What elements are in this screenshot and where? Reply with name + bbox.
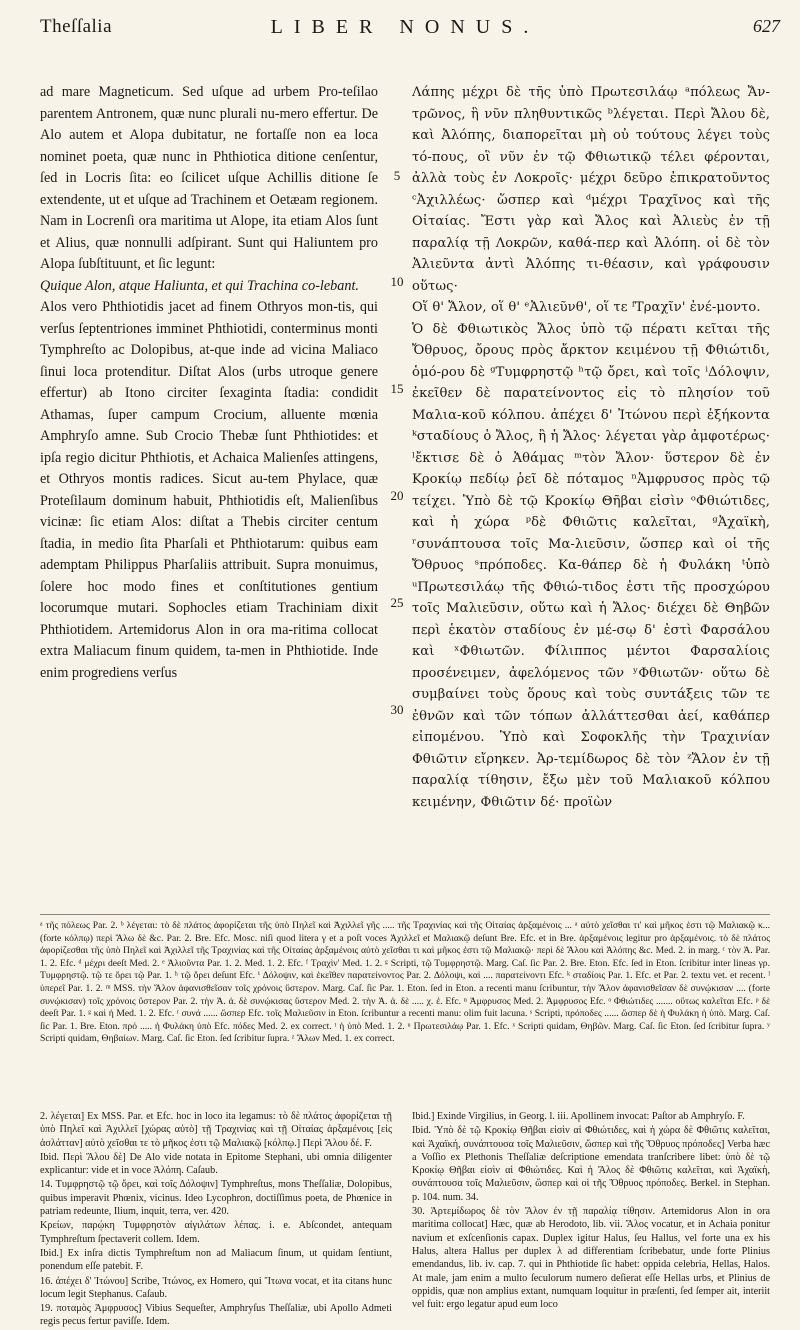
greek-column: [412, 82, 770, 813]
commentary-note: 30. Ἀρτεμίδωρος δὲ τὸν Ἄλον ἐν τῇ παραλίᾳ τίθησιν. Artemidorus Alon in ora maritima collocat] Hæc, quæ ab Herodoto, lib. vii. Ἄλος vocatur, et in Achaia ponitur navium et exſcenſionis capax. Duplex igitur Halus, ſeu Hallus, vel forte una ex his Halus, altera Hallus per duplex λ ad differentiam ſcribebatur, unde forte Plinius emendandus, lib. iv. cap. 7. qui in Phthiotide ſic habet: oppida celebria, Hellas, Halos. At male, jam enim a multo ſeculorum numero deſierat eſſe Hellas urbs, et Plinius de oppidis, quæ non amplius extant, numquam loquitur in præſenti, ſed ſemper ait, interiit vel fuit: ergo legatur apud eum loco: [412, 1206, 770, 1311]
line-number: 15: [390, 381, 404, 396]
line-number: 25: [390, 595, 404, 610]
running-header: [40, 16, 780, 44]
commentary-note: 14. Τυμφρηστῷ τῷ ὄρει, καὶ τοῖς Δόλοψιν] Tymphreſtus, mons Theſſaliæ, Dolopibus, quibus imperavit Phœnix, vicinus. Ideo Lycophron, doctiſſimus poeta, de Phœnice in patriam redeunte, Ilium, inquit, terra, ver. 420.: [40, 1179, 392, 1218]
commentary-note: 16. ἀπέχει δ' Ἰτώνου] Scribe, Ἰτώνος, ex Homero, qui Ἴτωνα vocat, et ita citans hunc locum legit Stephanus. Caſaub.: [40, 1275, 392, 1300]
latin-column: [40, 82, 378, 684]
line-number: 20: [390, 488, 404, 503]
commentary-note: Ibid.] Ex inſra dictis Tymphreſtum non ad Maliacum ſinum, ut quidam ſentiunt, ponendum eſſe patebit. F.: [40, 1247, 392, 1273]
commentary-right-column: [412, 1110, 770, 1312]
header-region: Theſſalia: [40, 16, 113, 37]
latin-paragraph-1: ad mare Magneticum. Sed uſque ad urbem Pro-teſilao parentem Antronem, quæ nunc plurali nu-mero effertur. De Alo autem et Alopa dubitatur, ne fortaſſe non ea loca nominet poeta, quæ nunc in Phthiotica ditione cenſentur, ſed in Locris ſita: eo ſcilicet uſque Achillis ditione ſe extendente, ut et uſque ad Trachinem et Oetæam regionem. Nam in Locrenſi ora maritima ut Alope, ita etiam Alos ſunt et Alius, quæ nonnulli adſpirant. Sunt qui Haliuntem pro Alopa ſubſtituunt, et ſic legunt:: [40, 84, 378, 272]
latin-paragraph-2: Alos vero Phthiotidis jacet ad finem Othryos mon-tis, qui verſus ſeptentriones imminet Phthiotidi, conterminus monti Tymphreſto ac Dolopibus, at-que inde ad vicina Maliaco ſinui loca protenditur. Diſtat Alos (urbs utroque genere effertur) ab Itono circiter ſexaginta ſtadia: condidit Athamas, ſuper campum Crocium, alluente mœnia Amphryſo amne. Sub Crocio Thebæ ſunt Phthiotides: et ipſa regio dicitur Phthiotis, et Achaica Malienſes attingens, et Othryos montis radices. Sicut au-tem Phylace, quæ Proteſilaum dominum habuit, Phthiotidis eſt, Malienſibus vicinæ: ſic etiam Alos: diſtat a Thebis circiter centum ſtadia, in medio ſita Pharſali et Phthiotarum: quibus eam ademptam Philippus Pharſaliis attribuit. Supra monuimus, ſolere hoc modo fines et conſtitutiones gentium locorumque mutari. Sophocles etiam Trachiniam dixit Phthiotidem. Artemidorus Alon in ora ma-ritima collocat extra Maliacum finum quidem, ta-men in Phthiotide. Inde enim progrediens verſus: [40, 299, 378, 681]
commentary-left-column: [40, 1110, 392, 1330]
footnote-rule: [40, 914, 770, 915]
commentary-note: 2. λέγεται] Ex MSS. Par. et Efc. hoc in loco ita legamus: τὸ δὲ πλάτος ἀφορίζεται τῇ ὑπὸ Πηλεῖ καὶ Ἀχιλλεῖ [χώρας αὐτὸ] τῇ Τραχινίας καὶ τῇ Οἰταίας ἀρξαμένοις [εἰς ἀσλάτταν] αὐτὸ χεῖσθαι τε τὸ μῆκος ἐστι τῷ Μαλιακῷ [κόλπῳ.] Περὶ Ἄλου δέ. F.: [40, 1111, 392, 1149]
commentary-note: Ibid. Περὶ Ἄλου δὲ] De Alo vide notata in Epitome Stephani, ubi omnia diligenter explicantur: vide et in voce Ἀλόπη. Caſaub.: [40, 1151, 392, 1177]
line-number: 5: [393, 168, 401, 183]
commentary-note: Κρείων, παρῴκη Τυμφρηστὸν αἰγιλάτων λέπας. i. e. Abſcondet, antequam Tymphreſtum ſpectaverit collem. Idem.: [40, 1220, 392, 1245]
commentary-note: 19. ποταμὸς Ἀμφρυσος] Vibius Sequeſter, Amphryſus Theſſaliæ, ubi Apollo Admeti regis pecus fertur paviſſe. Idem.: [40, 1303, 392, 1328]
critical-apparatus: ᵃ τῆς πόλεως Par. 2. ᵇ λέγεται: τὸ δὲ πλάτος ἀφορίζεται τῆς ὑπὸ Πηλεῖ καὶ Ἀχιλλεῖ γῆς ..... τῆς Τραχινίας καὶ τῆς Οἰταίας ἀρξαμένοις ... ᵃ αὐτὸ χεῖσθαι τι' καὶ μῆκος ἐστι τῷ Μαλιακῷ κ... (forte κόλπῳ) περὶ Ἄλω δὲ &c. Par. 2. Bre. Efc. Mosc. niſi quod litera γ et a poſt voces Ἀχιλλεῖ et Μαλιακῷ deſunt Bre. Efc. et in Bre. ἀρξαμένοις legitur pro ἀρξαμένοις. τὸ δὲ πλάτος ἀφορίζεσθαι τῆς ὑπὸ Πηλεῖ καὶ Ἀχιλλεῖ τῆς Τραχινίας καὶ τῆς Οἰταίας ἀρξαμένοις αὐτὸ χεῖσθαι τι καὶ μῆκος ἐστι τῷ Μαλιακῷ· περὶ δὲ Ἄλου καὶ Ἀλόπης &c. Med. 2. in marg. ᶜ τὸν Ἀ. Par. 1. 2. Efc. ᵈ μέχρι deeſt Med. 2. ᵉ Ἀλιοῦντα Par. 1. 2. Med. 1. 2. Efc. ᶠ Τραχὶν' Med. 1. 2. ᵍ Scripti, τῷ Τυμφρηστῷ. Marg. Caſ. ſic Par. 2. Bre. Eton. Efc. ſed in Eton. ſcribitur inter lineas γρ. Τυμφρηστῷ. τῷ τε ὄρει τῷ Par. 1. ʰ τῷ ὄρει deſunt Efc. ⁱ Δόλοψιν, καὶ ἐκεῖθεν παρατείνοντος Par. 2. Δόλοψι, καὶ .... παρατείνοντι Efc. ᵏ σταδίοις Par. 1. Efc. et Par. 2. textu vet. et recent. ˡ ὑπερεῖ Par. 1. 2. ᵐ MSS. τὴν Ἄλον ἀφανισθεῖσαν τοῖς χρόνοις ὕστερον. Marg. Caſ. ſic Par. 1. Eton. ſed in Eton. a recenti manu ſcribuntur, τὴν Ἄλον ἀφανισθεῖσαν δὲ συνῴκισαν .... (forte συνῴκισαν) τοῖς χρόνοις ὕστερον Par. 2. τὴν Ἀ. ἀ. δὲ συνῴκισας ὕστερον Med. 2. τὴν Ἀ. ἀ. δὲ ..... χ. ἐ. Efc. ⁿ Ἀμφρυσος Med. 2. Ἀμφρυσος Efc. ᵒ Φθιώτιδες ....... οὕτως καλεῖται Efc. ᵖ δὲ deeſt Par. 1. ᵍ καὶ ἡ Med. 1. 2. Efc. ʳ συνά ...... ὥσπερ Efc. τοῖς Μαλιεῦσιν in Eton. ſcribuntur a recenti manu: olim fuit lacuna. ˢ Scripti, πρόποδες ...... ὥσπερ δὲ ἡ Φυλάκη ἡ ὑπὸ. Marg. Caſ. ſic Par. 1. Bre. Eton. πρό ..... ἡ Φυλάκη ὑπὸ Efc. πόδες Med. 2. ex correct. ᵗ ἡ ὑπὸ Med. 1. 2. ᵘ Πρωτεσιλάῳ Par. 1. Efc. ˣ Scripti quidam, Θηβῶν. Marg. Caſ. ſic Eton. ſed ſcribitur ſupra. ʸ Scripti quidam, Θηβαίων. Marg. Caſ. ſic Eton. ſed ſcribitur ſupra. ᶻ Ἄλων Med. 1. ex correct.: [40, 920, 770, 1045]
header-book-title: LIBER NONUS.: [270, 16, 540, 38]
greek-paragraph-2: Ὁ δὲ Φθιωτικὸς Ἄλος ὑπὸ τῷ πέρατι κεῖται τῆς Ὄθρυος, ὄρους πρὸς ἄρκτον κειμένου τῇ Φθιώτιδι, ὁμό-ρου δὲ ᵍΤυμφρηστῷ ʰτῷ ὄρει, καὶ τοῖς ⁱΔόλοψιν, ἐκεῖθεν δὲ παρατείνοντος εἰς τὸ πλησίον τοῦ Μαλια-κοῦ κόλπου. ἀπέχει δ' Ἰτώνου περὶ ἑξήκοντα ᵏσταδίους ὁ Ἄλος, ἢ ἡ Ἄλος· λέγεται γὰρ ἀμφοτέρως· ˡἔκτισε δὲ ὁ Ἀθάμας ᵐτὸν Ἄλον· ὕστερον δὲ ἐν Κροκίῳ πεδίῳ ῥεῖ δὲ πόταμος ⁿἈμφρυσος πρὸς τῷ τείχει. Ὑπὸ δὲ τῷ Κροκίῳ Θῆβαι εἰσὶν ᵒΦθιώτιδες, καὶ ἡ χώρα ᵖδὲ Φθιῶτις καλεῖται, ᵍἈχαϊκὴ, ʳσυνάπτουσα τοῖς Μα-λιεῦσιν, ὥσπερ καὶ οἱ τῆς Ὄθρυος ˢπρόποδες. Κα-θάπερ δὲ ἡ Φυλάκη ᵗὑπὸ ᵘΠρωτεσιλάῳ τῆς Φθιώ-τιδος ἐστι τῆς προσχώρου τοῖς Μαλιεῦσιν, οὕτω καὶ ἡ Ἄλος· διέχει δὲ Θηβῶν περὶ ἑκατὸν σταδίους ἐν μέ-σῳ δ' ἐστὶ Φαρσάλου καὶ ˣΦθιωτῶν. Φίλιππος μέντοι Φαρσαλίοις προσένειμεν, ἀφελόμενος τῶν ʸΦθιωτῶν· οὕτω δὲ συμβαίνει τοὺς ὅρους καὶ τοὺς συντάξεις τῶν τε ἐθνῶν καὶ τῶν τόπων ἀλλάττεσθαι ἀεί, καθάπερ εἰπομένου. Ὑπὸ καὶ Σοφοκλῆς τὴν Τραχινίαν Φθιῶτιν εἴρηκεν. Ἀρ-τεμίδωρος δὲ τὸν ᶻἌλον ἐν τῇ παραλίᾳ τίθησιν, ἔξω μὲν τοῦ Μαλιακοῦ κόλπου κειμένην, Φθιῶτιν δέ· προϊὼν: [412, 321, 770, 810]
greek-verse: Οἵ θ' Ἄλον, οἵ θ' ᵉἈλιεῦνθ', οἵ τε ᶠΤραχῖν' ἐνέ-μοντο.: [412, 300, 761, 315]
commentary-note: Ibid.] Exinde Virgilius, in Georg. l. iii. Apollinem invocat: Paſtor ab Amphryſo. F.: [412, 1111, 745, 1122]
commentary-note: Ibid. Ὑπὸ δὲ τῷ Κροκίῳ Θῆβαι εἰσὶν αἱ Φθιώτιδες, καὶ ἡ χώρα δὲ Φθιῶτις καλεῖται, καὶ Ἀχαϊκή, συνάπτουσα τοῖς Μαλιεῦσιν, ὥσπερ καὶ τῆς Ὄθρυος πρόποδες] Verba hæc a Voſſio ex Plethonis Theſſaliæ deſcriptione emendata tranſcribere libet: ὑπὸ δὲ τῷ Κροκίῳ Θῆβαι εἰσὶν αἱ Φθιώτιδες. Καὶ ἡ Ἄλος δὲ Φθιῶτις καλεῖται, καὶ Ἀχαϊκὴ, συνάπτουσα τοῖς Μαλιεῦσιν, ὥσπερ καὶ οἱ τῆς Ὄθρυος πρόποδες. Berkel. in Stephan. p. 104. num. 34.: [412, 1125, 770, 1203]
page-number: 627: [753, 16, 780, 36]
latin-verse: Quique Alon, atque Haliunta, et qui Trachina co-lebant.: [40, 277, 359, 294]
greek-paragraph-1: Λάπης μέχρι δὲ τῆς ὑπὸ Πρωτεσιλάῳ ᵃπόλεως Ἄν-τρῶνος, ἣ νῦν πληθυντικῶς ᵇλέγεται. Περὶ Ἄλου δὲ, καὶ Ἀλόπης, διαπορεῖται μὴ οὐ τούτους λέγει τοὺς τό-πους, οἳ νῦν ἐν τῷ Φθιωτικῷ τέλει φέρονται, ἀλλὰ τοὺς ἐν Λοκροῖς· μέχρι δεῦρο ἐπικρατοῦντος ᶜἈχιλλέως· ὥσπερ καὶ ᵈμέχρι Τραχῖνος καὶ τῆς Οἰταίας. Ἔστι γὰρ καὶ Ἄλος καὶ Ἀλιεὺς ἐν τῇ παραλίᾳ τῇ Λοκρῶν, καθά-περ καὶ Ἀλόπη. οἱ δὲ τὸν Ἀλιεῦντα ἀντὶ Ἀλόπης τι-θέασιν, καὶ γράφουσιν οὕτως·: [412, 85, 770, 294]
line-number: 30: [390, 702, 404, 717]
line-number: 10: [390, 274, 404, 289]
